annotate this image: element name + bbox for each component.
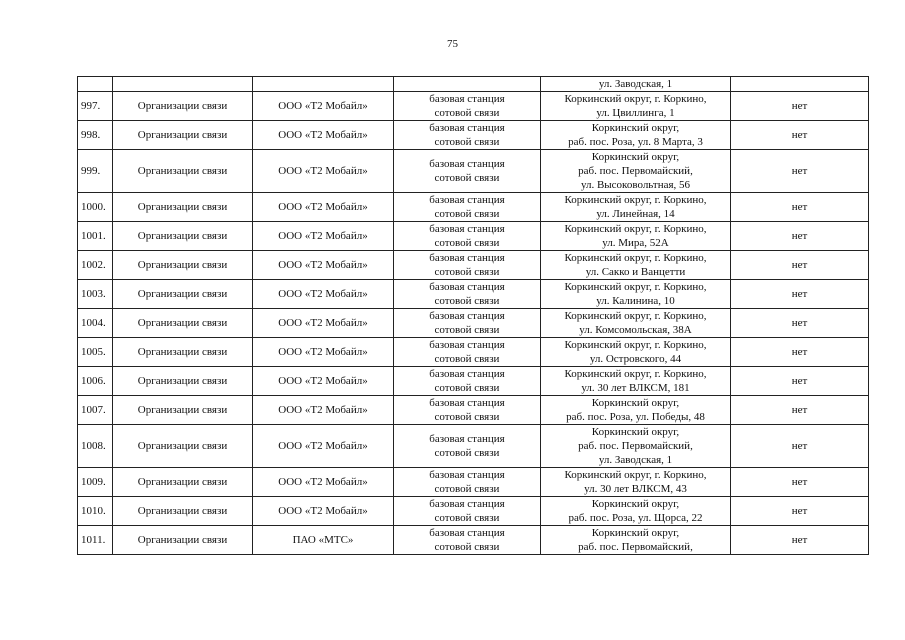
- cell-operator: ООО «Т2 Мобайл»: [253, 222, 394, 251]
- object-line: базовая станция: [429, 498, 505, 510]
- address-line: раб. пос. Роза, ул. Победы, 48: [566, 411, 705, 423]
- address-line: Коркинский округ, г. Коркино,: [564, 368, 707, 380]
- cell-num: 1009.: [78, 468, 113, 497]
- object-line: базовая станция: [429, 527, 505, 539]
- cell-address: [541, 150, 731, 193]
- cell-operator: ООО «Т2 Мобайл»: [253, 396, 394, 425]
- table-row: [78, 150, 869, 193]
- table-row: [78, 121, 869, 150]
- object-line: базовая станция: [429, 252, 505, 264]
- cell-operator: ПАО «МТС»: [253, 526, 394, 555]
- cell-address: [541, 309, 731, 338]
- cell-category: Организации связи: [113, 396, 253, 425]
- table-row: [78, 92, 869, 121]
- cell-address: [541, 193, 731, 222]
- table-row: [78, 497, 869, 526]
- table-row: [78, 309, 869, 338]
- cell-category: Организации связи: [113, 425, 253, 468]
- address-line: раб. пос. Первомайский,: [578, 541, 693, 553]
- cell-address: [541, 251, 731, 280]
- object-line: сотовой связи: [434, 208, 500, 220]
- address-line: Коркинский округ, г. Коркино,: [564, 93, 707, 105]
- object-line: сотовой связи: [434, 512, 500, 524]
- cell-object: [394, 121, 541, 150]
- cell-value: нет: [731, 222, 869, 251]
- cell-category: Организации связи: [113, 121, 253, 150]
- cell-value: нет: [731, 425, 869, 468]
- cell-num: 1008.: [78, 425, 113, 468]
- object-line: сотовой связи: [434, 136, 500, 148]
- cell-value: нет: [731, 396, 869, 425]
- address-line: Коркинский округ, г. Коркино,: [564, 469, 707, 481]
- cell-num: [78, 77, 113, 92]
- object-line: базовая станция: [429, 310, 505, 322]
- cell-object: [394, 497, 541, 526]
- object-line: сотовой связи: [434, 382, 500, 394]
- cell-operator: ООО «Т2 Мобайл»: [253, 92, 394, 121]
- object-line: сотовой связи: [434, 266, 500, 278]
- cell-operator: ООО «Т2 Мобайл»: [253, 280, 394, 309]
- object-line: базовая станция: [429, 194, 505, 206]
- cell-category: Организации связи: [113, 193, 253, 222]
- address-line: Коркинский округ, г. Коркино,: [564, 310, 707, 322]
- cell-value: нет: [731, 251, 869, 280]
- cell-value: нет: [731, 367, 869, 396]
- cell-object: [394, 396, 541, 425]
- cell-address: [541, 396, 731, 425]
- address-line: ул. Цвиллинга, 1: [596, 107, 675, 119]
- cell-address: [541, 77, 731, 92]
- table-row: [78, 425, 869, 468]
- address-line: раб. пос. Первомайский,: [578, 165, 693, 177]
- cell-value: нет: [731, 497, 869, 526]
- page-number: 75: [447, 38, 458, 50]
- address-line: Коркинский округ,: [591, 122, 680, 134]
- cell-address: [541, 526, 731, 555]
- address-line: ул. Линейная, 14: [596, 208, 675, 220]
- cell-address: [541, 92, 731, 121]
- address-line: Коркинский округ,: [591, 151, 680, 163]
- cell-object: [394, 92, 541, 121]
- cell-address: [541, 425, 731, 468]
- cell-object: [394, 251, 541, 280]
- object-line: сотовой связи: [434, 324, 500, 336]
- object-line: базовая станция: [429, 469, 505, 481]
- address-line: ул. Сакко и Ванцетти: [585, 266, 686, 278]
- cell-num: 1005.: [78, 338, 113, 367]
- data-table: [77, 76, 869, 555]
- cell-operator: ООО «Т2 Мобайл»: [253, 497, 394, 526]
- table-row: [78, 251, 869, 280]
- address-line: ул. Мира, 52А: [602, 237, 669, 249]
- cell-operator: ООО «Т2 Мобайл»: [253, 251, 394, 280]
- object-line: сотовой связи: [434, 237, 500, 249]
- cell-category: Организации связи: [113, 150, 253, 193]
- cell-num: 1006.: [78, 367, 113, 396]
- cell-object: [394, 338, 541, 367]
- cell-value: нет: [731, 193, 869, 222]
- cell-object: [394, 193, 541, 222]
- address-line: Коркинский округ, г. Коркино,: [564, 339, 707, 351]
- table-row: [78, 222, 869, 251]
- cell-category: Организации связи: [113, 497, 253, 526]
- cell-num: 1001.: [78, 222, 113, 251]
- address-line: Коркинский округ,: [591, 397, 680, 409]
- object-line: сотовой связи: [434, 107, 500, 119]
- cell-operator: ООО «Т2 Мобайл»: [253, 309, 394, 338]
- object-line: базовая станция: [429, 93, 505, 105]
- continuation-row: [78, 77, 869, 92]
- cell-category: Организации связи: [113, 251, 253, 280]
- address-line: ул. Заводская, 1: [598, 78, 673, 90]
- cell-num: 1002.: [78, 251, 113, 280]
- table-row: [78, 280, 869, 309]
- address-line: Коркинский округ, г. Коркино,: [564, 252, 707, 264]
- address-line: Коркинский округ,: [591, 426, 680, 438]
- object-line: сотовой связи: [434, 295, 500, 307]
- object-line: базовая станция: [429, 368, 505, 380]
- object-line: сотовой связи: [434, 353, 500, 365]
- cell-operator: ООО «Т2 Мобайл»: [253, 193, 394, 222]
- object-line: сотовой связи: [434, 447, 500, 459]
- cell-object: [394, 367, 541, 396]
- cell-object: [394, 309, 541, 338]
- cell-operator: [253, 77, 394, 92]
- cell-object: [394, 77, 541, 92]
- address-line: ул. Островского, 44: [589, 353, 682, 365]
- cell-operator: ООО «Т2 Мобайл»: [253, 367, 394, 396]
- object-line: сотовой связи: [434, 541, 500, 553]
- table-row: [78, 338, 869, 367]
- cell-object: [394, 280, 541, 309]
- cell-operator: ООО «Т2 Мобайл»: [253, 468, 394, 497]
- cell-category: [113, 77, 253, 92]
- address-line: Коркинский округ,: [591, 527, 680, 539]
- cell-category: Организации связи: [113, 468, 253, 497]
- table-body: [78, 77, 869, 555]
- address-line: Коркинский округ, г. Коркино,: [564, 223, 707, 235]
- cell-num: 999.: [78, 150, 113, 193]
- cell-address: [541, 280, 731, 309]
- cell-operator: ООО «Т2 Мобайл»: [253, 338, 394, 367]
- address-line: раб. пос. Роза, ул. 8 Марта, 3: [568, 136, 703, 148]
- cell-object: [394, 468, 541, 497]
- cell-num: 1010.: [78, 497, 113, 526]
- address-line: раб. пос. Роза, ул. Щорса, 22: [568, 512, 703, 524]
- cell-address: [541, 222, 731, 251]
- cell-address: [541, 468, 731, 497]
- address-line: Коркинский округ, г. Коркино,: [564, 194, 707, 206]
- cell-category: Организации связи: [113, 280, 253, 309]
- cell-value: нет: [731, 280, 869, 309]
- table-row: [78, 468, 869, 497]
- cell-address: [541, 121, 731, 150]
- cell-object: [394, 526, 541, 555]
- address-line: Коркинский округ,: [591, 498, 680, 510]
- cell-num: 1000.: [78, 193, 113, 222]
- cell-value: нет: [731, 150, 869, 193]
- address-line: ул. 30 лет ВЛКСМ, 43: [584, 483, 687, 495]
- address-line: ул. Высоковольтная, 56: [580, 179, 691, 191]
- cell-operator: ООО «Т2 Мобайл»: [253, 121, 394, 150]
- object-line: сотовой связи: [434, 483, 500, 495]
- cell-num: 1003.: [78, 280, 113, 309]
- address-line: ул. Заводская, 1: [598, 454, 673, 466]
- cell-value: нет: [731, 309, 869, 338]
- cell-object: [394, 222, 541, 251]
- object-line: базовая станция: [429, 122, 505, 134]
- cell-value: [731, 77, 869, 92]
- cell-num: 1004.: [78, 309, 113, 338]
- cell-num: 1007.: [78, 396, 113, 425]
- address-line: ул. Комсомольская, 38А: [579, 324, 692, 336]
- cell-object: [394, 150, 541, 193]
- object-line: базовая станция: [429, 158, 505, 170]
- object-line: базовая станция: [429, 339, 505, 351]
- address-line: Коркинский округ, г. Коркино,: [564, 281, 707, 293]
- cell-category: Организации связи: [113, 309, 253, 338]
- cell-value: нет: [731, 92, 869, 121]
- cell-address: [541, 367, 731, 396]
- object-line: базовая станция: [429, 433, 505, 445]
- address-line: ул. Калинина, 10: [596, 295, 675, 307]
- cell-value: нет: [731, 121, 869, 150]
- table-row: [78, 396, 869, 425]
- object-line: сотовой связи: [434, 411, 500, 423]
- cell-category: Организации связи: [113, 526, 253, 555]
- cell-num: 1011.: [78, 526, 113, 555]
- cell-operator: ООО «Т2 Мобайл»: [253, 425, 394, 468]
- cell-num: 997.: [78, 92, 113, 121]
- cell-value: нет: [731, 338, 869, 367]
- address-line: ул. 30 лет ВЛКСМ, 181: [581, 382, 690, 394]
- cell-category: Организации связи: [113, 367, 253, 396]
- table-row: [78, 526, 869, 555]
- address-line: раб. пос. Первомайский,: [578, 440, 693, 452]
- cell-address: [541, 338, 731, 367]
- cell-num: 998.: [78, 121, 113, 150]
- cell-value: нет: [731, 526, 869, 555]
- table-row: [78, 367, 869, 396]
- cell-value: нет: [731, 468, 869, 497]
- cell-object: [394, 425, 541, 468]
- cell-category: Организации связи: [113, 92, 253, 121]
- table-row: [78, 193, 869, 222]
- cell-operator: ООО «Т2 Мобайл»: [253, 150, 394, 193]
- object-line: базовая станция: [429, 223, 505, 235]
- object-line: базовая станция: [429, 397, 505, 409]
- cell-category: Организации связи: [113, 222, 253, 251]
- object-line: базовая станция: [429, 281, 505, 293]
- object-line: сотовой связи: [434, 172, 500, 184]
- cell-address: [541, 497, 731, 526]
- cell-category: Организации связи: [113, 338, 253, 367]
